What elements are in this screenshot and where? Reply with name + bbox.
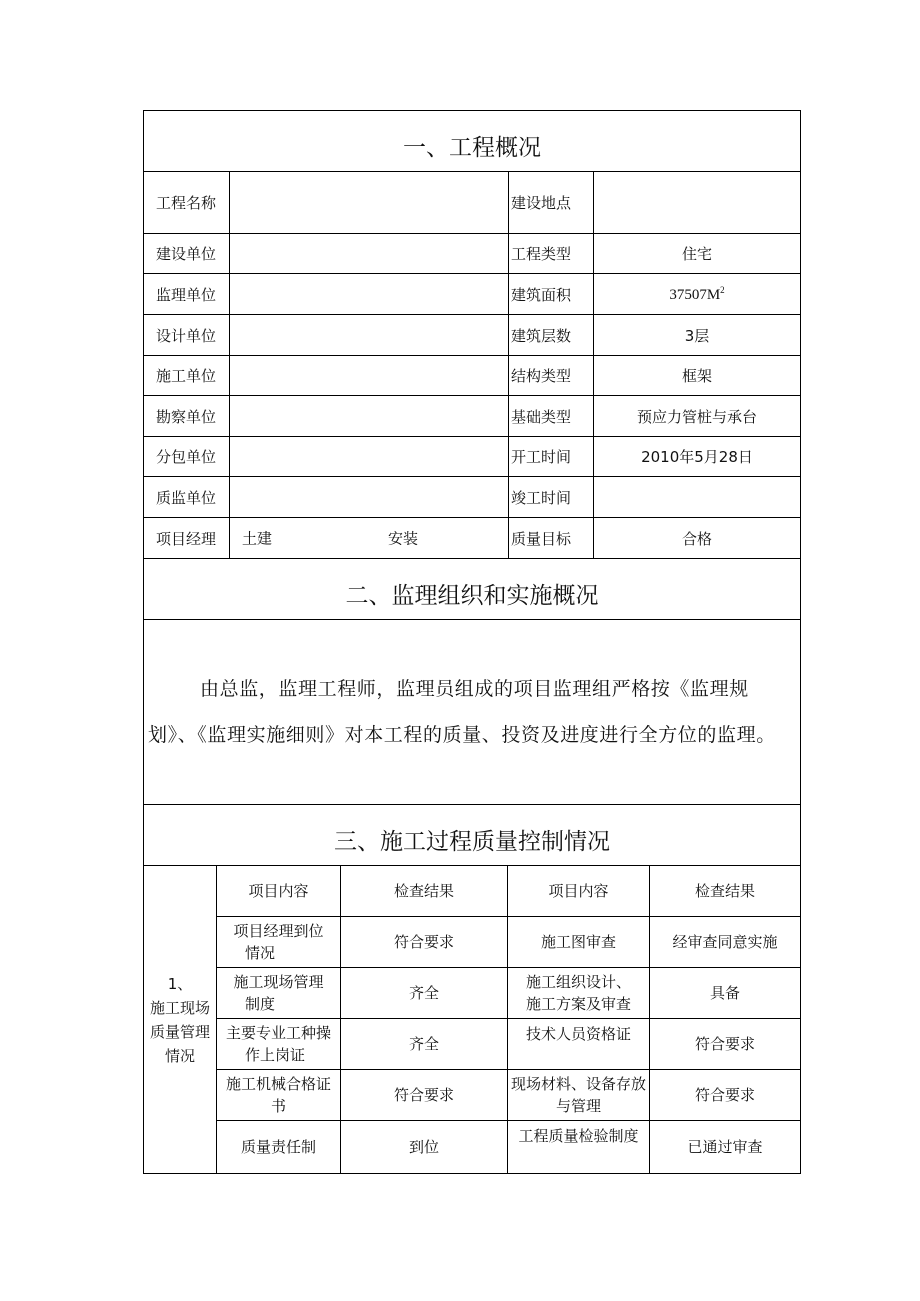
result-cell: 具备 xyxy=(650,968,801,1019)
item-line: 作上岗证 xyxy=(245,1046,306,1064)
item-line: 施工机械合格证 xyxy=(225,1075,331,1093)
result-cell: 符合要求 xyxy=(650,1019,801,1070)
pm-civil: 土建 xyxy=(242,529,273,548)
value-survey-unit xyxy=(230,396,509,437)
floor-area-number: 37507M xyxy=(669,286,721,303)
item-cell xyxy=(217,917,341,968)
category-line: 施工现场 xyxy=(149,998,210,1017)
item-line: 施工图审查 xyxy=(540,933,616,951)
table-row xyxy=(144,1121,801,1174)
item-line: 书 xyxy=(270,1097,286,1115)
label-project-type: 工程类型 xyxy=(509,234,594,274)
section2-title: 二、监理组织和实施概况 xyxy=(144,559,801,620)
value-start-date: 2010年5月28日 xyxy=(594,437,801,477)
label-quality-target: 质量目标 xyxy=(509,518,594,559)
item-line: 施工现场管理 xyxy=(233,973,324,991)
label-completion-date: 竣工时间 xyxy=(509,477,594,518)
section2-paragraph: 由总监，监理工程师，监理员组成的项目监理组严格按《监理规划》、《监理实施细则》对本工程的质量、投资及进度进行全方位的监理。 xyxy=(144,620,801,805)
label-floors: 建筑层数 xyxy=(509,315,594,356)
value-project-name xyxy=(230,172,509,234)
item-cell xyxy=(217,1070,341,1121)
category-line: 1、 xyxy=(167,974,193,993)
pm-install: 安装 xyxy=(388,529,419,548)
label-start-date: 开工时间 xyxy=(509,437,594,477)
floor-area-sup: 2 xyxy=(720,284,725,295)
value-structure-type: 框架 xyxy=(594,356,801,396)
item-line: 与管理 xyxy=(555,1097,601,1115)
value-floors: 3层 xyxy=(594,315,801,356)
item-cell xyxy=(217,1121,341,1174)
item-cell xyxy=(508,1121,650,1174)
item-cell xyxy=(508,1070,650,1121)
table-row xyxy=(144,968,801,1019)
label-project-name: 工程名称 xyxy=(144,172,230,234)
item-line: 施工方案及审查 xyxy=(525,995,631,1013)
item-cell xyxy=(508,968,650,1019)
value-owner-unit xyxy=(230,234,509,274)
item-line: 技术人员资格证 xyxy=(525,1025,631,1043)
label-construction-unit: 施工单位 xyxy=(144,356,230,396)
label-supervision-unit: 监理单位 xyxy=(144,274,230,315)
section3-title: 三、施工过程质量控制情况 xyxy=(144,805,801,866)
label-foundation-type: 基础类型 xyxy=(509,396,594,437)
result-cell: 齐全 xyxy=(341,1019,508,1070)
project-overview-table xyxy=(143,110,801,866)
item-line: 施工组织设计、 xyxy=(525,973,631,991)
item-line: 质量责任制 xyxy=(240,1138,316,1156)
value-foundation-type: 预应力管桩与承台 xyxy=(594,396,801,437)
item-line: 主要专业工种操 xyxy=(225,1024,331,1042)
label-survey-unit: 勘察单位 xyxy=(144,396,230,437)
value-location xyxy=(594,172,801,234)
result-cell: 符合要求 xyxy=(341,1070,508,1121)
item-cell xyxy=(508,1019,650,1070)
document-form xyxy=(143,110,800,1174)
item-line: 现场材料、设备存放 xyxy=(510,1075,646,1093)
item-cell xyxy=(217,1019,341,1070)
label-owner-unit: 建设单位 xyxy=(144,234,230,274)
item-line: 工程质量检验制度 xyxy=(518,1127,639,1145)
table-row xyxy=(144,917,801,968)
label-quality-supervision-unit: 质监单位 xyxy=(144,477,230,518)
category-line: 情况 xyxy=(164,1046,195,1065)
label-floor-area: 建筑面积 xyxy=(509,274,594,315)
value-design-unit xyxy=(230,315,509,356)
label-design-unit: 设计单位 xyxy=(144,315,230,356)
quality-control-table xyxy=(143,865,801,1174)
table-row xyxy=(144,1070,801,1121)
value-project-manager xyxy=(230,518,509,559)
result-cell: 齐全 xyxy=(341,968,508,1019)
category-line: 质量管理 xyxy=(149,1022,210,1041)
value-supervision-unit xyxy=(230,274,509,315)
result-cell: 符合要求 xyxy=(650,1070,801,1121)
item-line: 项目经理到位 xyxy=(233,922,324,940)
label-location: 建设地点 xyxy=(509,172,594,234)
result-cell: 符合要求 xyxy=(341,917,508,968)
item-cell xyxy=(508,917,650,968)
section1-title: 一、工程概况 xyxy=(144,111,801,172)
value-quality-target: 合格 xyxy=(594,518,801,559)
item-line: 情况 xyxy=(245,944,276,962)
table-row xyxy=(144,1019,801,1070)
item-cell xyxy=(217,968,341,1019)
label-structure-type: 结构类型 xyxy=(509,356,594,396)
category-cell xyxy=(144,866,217,1174)
value-subcontract-unit xyxy=(230,437,509,477)
result-cell: 已通过审查 xyxy=(650,1121,801,1174)
header-result-1: 检查结果 xyxy=(341,866,508,917)
value-floor-area xyxy=(594,274,801,315)
header-item-2: 项目内容 xyxy=(508,866,650,917)
value-completion-date xyxy=(594,477,801,518)
result-cell: 到位 xyxy=(341,1121,508,1174)
result-cell: 经审查同意实施 xyxy=(650,917,801,968)
header-item-1: 项目内容 xyxy=(217,866,341,917)
value-quality-supervision-unit xyxy=(230,477,509,518)
item-line: 制度 xyxy=(245,995,276,1013)
label-subcontract-unit: 分包单位 xyxy=(144,437,230,477)
value-project-type: 住宅 xyxy=(594,234,801,274)
header-result-2: 检查结果 xyxy=(650,866,801,917)
value-construction-unit xyxy=(230,356,509,396)
label-project-manager: 项目经理 xyxy=(144,518,230,559)
